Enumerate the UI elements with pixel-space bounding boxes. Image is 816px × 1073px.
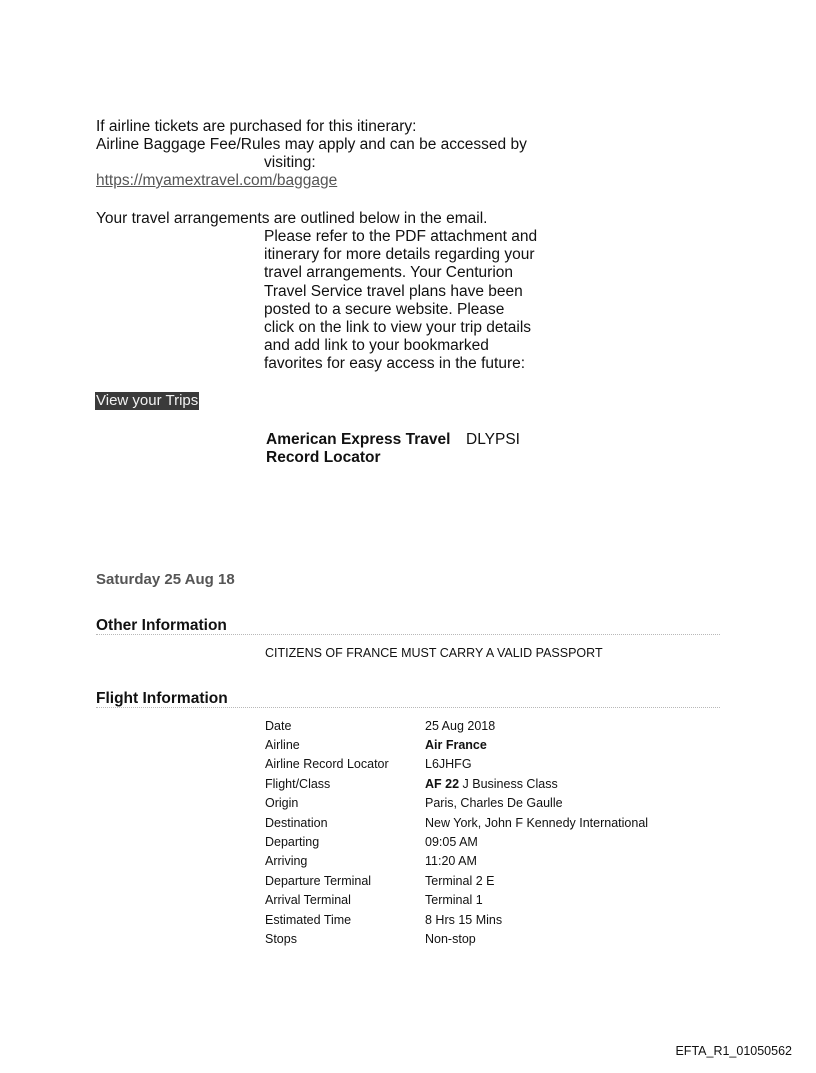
flight-row-departure-terminal: [265, 871, 648, 890]
record-locator-value: DLYPSI: [466, 431, 520, 448]
flight-value: 11:20 AM: [425, 854, 477, 869]
flight-label: Airline Record Locator: [265, 757, 389, 772]
flight-label: Destination: [265, 815, 328, 830]
flight-value: Air France: [425, 738, 487, 753]
flight-row-departing: [265, 832, 648, 851]
other-information-heading: Other Information: [96, 617, 227, 634]
flight-value: Terminal 2 E: [425, 873, 495, 888]
baggage-visiting-line: visiting:: [264, 154, 316, 171]
flight-value: Non-stop: [425, 931, 476, 946]
flight-number: AF 22: [425, 776, 460, 791]
flight-value: Terminal 1: [425, 893, 483, 908]
flight-information-divider: [96, 707, 720, 708]
other-information-divider: [96, 634, 720, 635]
arrangements-paragraph: Please refer to the PDF attachment and itinerary for more details regarding your travel arrangements. Your Centurion Travel Service travel plans have been posted to a secure website. Please click on the link to view your trip details and add link to your bookmarked favorites for easy access in the future:: [264, 228, 538, 373]
flight-value: Paris, Charles De Gaulle: [425, 796, 563, 811]
record-locator-label-line2: Record Locator: [266, 449, 381, 466]
flight-label: Estimated Time: [265, 912, 352, 927]
record-locator-block: [266, 431, 450, 467]
flight-row-estimated-time: [265, 910, 648, 929]
flight-label: Departing: [265, 835, 320, 850]
day-heading: Saturday 25 Aug 18: [96, 571, 235, 588]
flight-label: Arrival Terminal: [265, 893, 351, 908]
baggage-intro-line: If airline tickets are purchased for this itinerary:: [96, 118, 417, 135]
view-trips-button[interactable]: View your Trips: [96, 392, 199, 409]
flight-row-airline: [265, 735, 648, 754]
flight-row-arrival-terminal: [265, 891, 648, 910]
flight-value: 8 Hrs 15 Mins: [425, 912, 503, 927]
flight-label: Departure Terminal: [265, 873, 372, 888]
baggage-link[interactable]: https://myamextravel.com/baggage: [96, 172, 338, 189]
flight-label: Date: [265, 718, 292, 733]
flight-value: 25 Aug 2018: [425, 718, 496, 733]
flight-value: New York, John F Kennedy International: [425, 815, 649, 830]
flight-row-stops: [265, 929, 648, 948]
flight-value: [425, 774, 648, 793]
flight-value: 09:05 AM: [425, 835, 478, 850]
flight-row-origin: [265, 794, 648, 813]
flight-row-date: [265, 716, 648, 735]
flight-row-destination: [265, 813, 648, 832]
flight-row-flight-class: [265, 774, 648, 793]
document-id: EFTA_R1_01050562: [675, 1044, 792, 1058]
flight-label: Origin: [265, 796, 299, 811]
flight-label: Arriving: [265, 854, 308, 869]
flight-information-heading: Flight Information: [96, 690, 228, 707]
flight-label: Flight/Class: [265, 776, 331, 791]
flight-row-arriving: [265, 852, 648, 871]
flight-label: Airline: [265, 738, 300, 753]
other-information-text: CITIZENS OF FRANCE MUST CARRY A VALID PASSPORT: [265, 646, 603, 660]
flight-details-table: [265, 716, 648, 949]
flight-class: J Business Class: [459, 776, 558, 791]
flight-row-record-locator: [265, 755, 648, 774]
baggage-rules-line: Airline Baggage Fee/Rules may apply and can be accessed by: [96, 136, 527, 153]
record-locator-label-line1: American Express Travel: [266, 431, 451, 448]
flight-value: L6JHFG: [425, 757, 472, 772]
flight-label: Stops: [265, 931, 297, 946]
arrangements-intro-line: Your travel arrangements are outlined below in the email.: [96, 210, 488, 227]
